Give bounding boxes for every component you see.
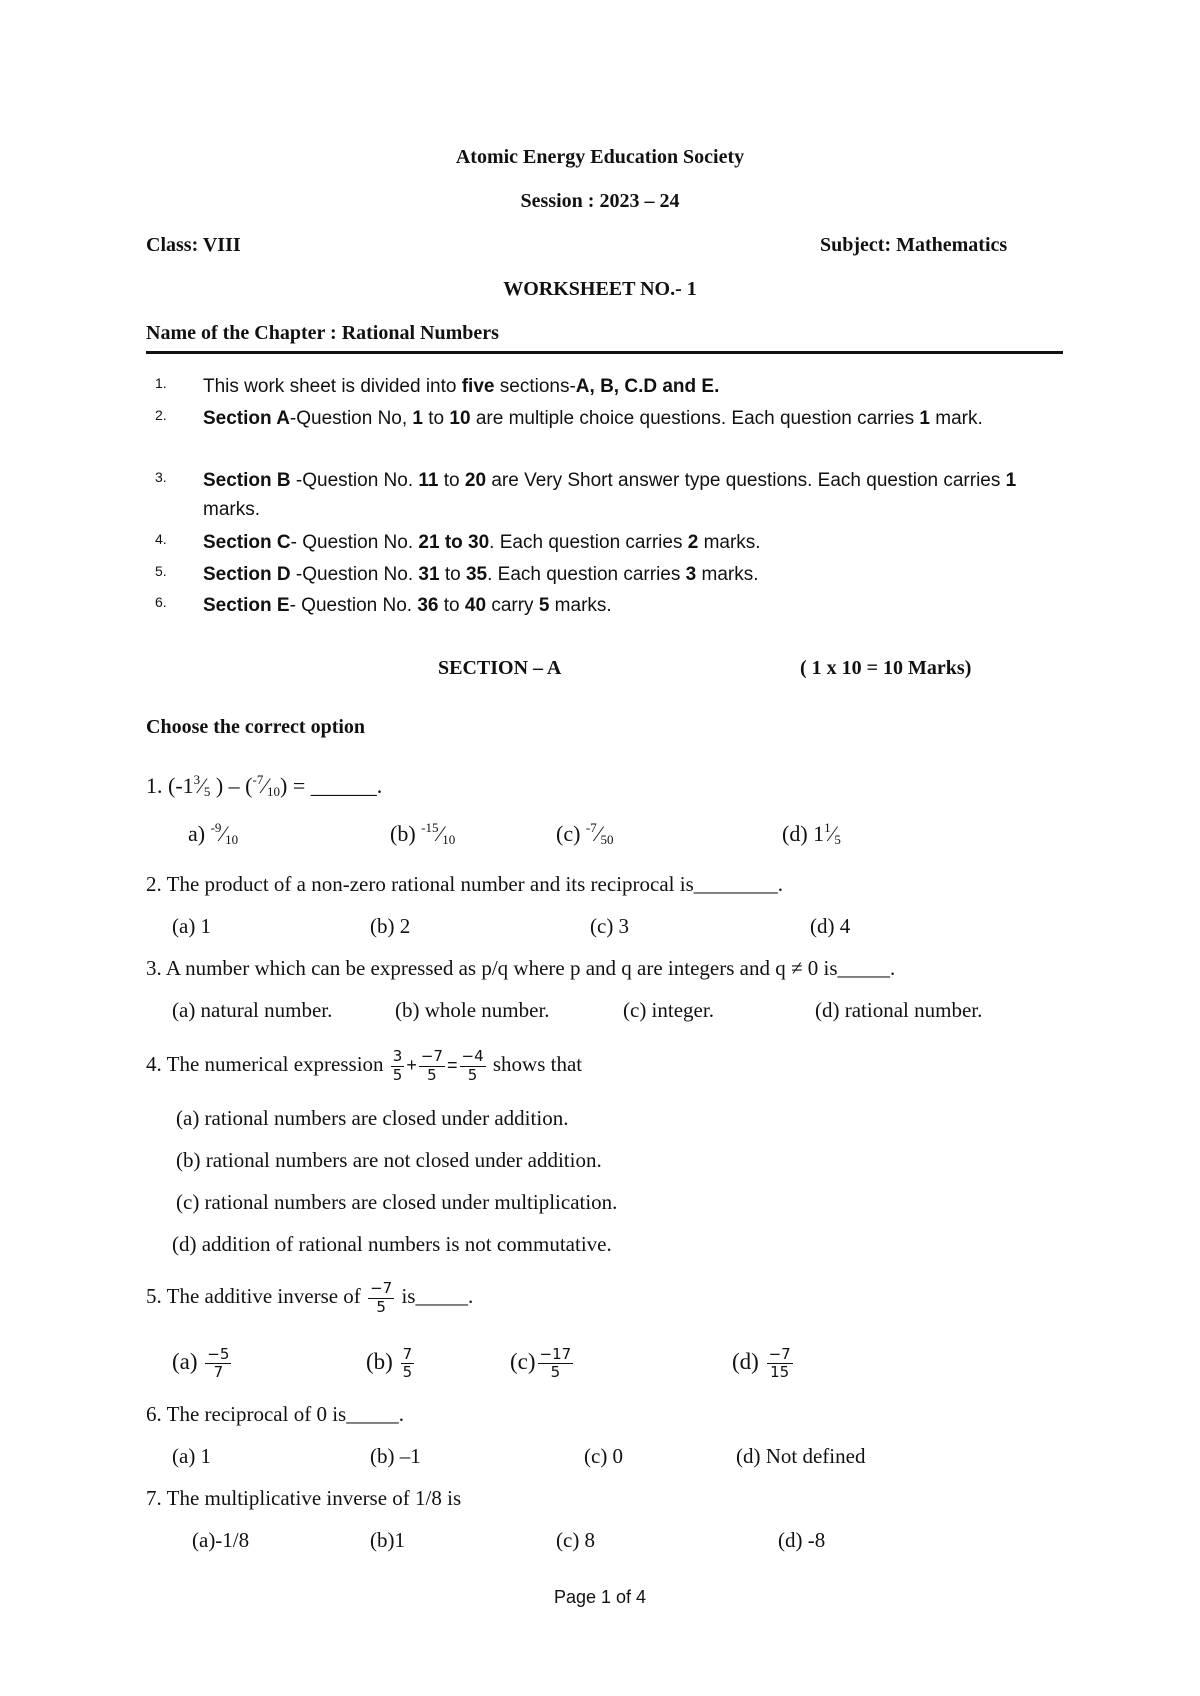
q1-f2-num: -7 <box>252 772 264 787</box>
option-den: 10 <box>225 832 239 847</box>
instruction-run: 3 <box>685 564 697 585</box>
instruction-run: Section B <box>203 470 291 491</box>
instruction-run: Section E <box>203 595 290 616</box>
instruction-run: to <box>439 564 466 585</box>
instruction-run: to <box>423 408 450 429</box>
q7-option-a: (a)-1/8 <box>192 1528 250 1552</box>
q3-option-a: (a) natural number. <box>172 998 333 1022</box>
option-num: 1 <box>824 820 831 835</box>
q1-f1-num: 3 <box>193 772 201 787</box>
q4-fraction-3 <box>460 1048 486 1084</box>
q4-lead: 4. The numerical expression <box>146 1052 384 1076</box>
option-fraction <box>401 1346 415 1382</box>
option-num: -7 <box>585 820 597 835</box>
instruction-run: - Question No. <box>289 595 418 616</box>
instruction-run: 35 <box>465 564 488 585</box>
instruction-run: to <box>438 595 465 616</box>
q4-fraction-2 <box>419 1048 445 1084</box>
instruction-item <box>145 591 1065 621</box>
q2-option-a: (a) 1 <box>172 914 212 938</box>
instruction-run: marks. <box>696 564 759 585</box>
q1-f1-den: 5 <box>203 784 211 799</box>
question-5 <box>146 1268 473 1324</box>
org-title: Atomic Energy Education Society <box>455 146 745 168</box>
q5-option-b <box>366 1334 416 1390</box>
question-4 <box>146 1036 582 1092</box>
instruction-item <box>145 404 1065 464</box>
fraction-numerator: −7 <box>370 1279 393 1298</box>
fraction-denominator: 5 <box>550 1363 561 1382</box>
instruction-run: 21 to 30 <box>418 532 490 553</box>
instruction-text <box>203 560 1043 589</box>
instruction-text <box>203 372 1043 401</box>
instruction-item <box>145 560 1065 590</box>
instruction-run: 10 <box>449 408 471 429</box>
instruction-run: 1 <box>1005 470 1017 491</box>
instruction-item <box>145 466 1065 526</box>
q1-mid: ) – ( <box>210 773 253 798</box>
question-7: 7. The multiplicative inverse of 1/8 is <box>146 1486 462 1510</box>
plus-sign: + <box>406 1055 417 1075</box>
instruction-run: . Each question carries <box>489 532 688 553</box>
instruction-item <box>145 372 1065 402</box>
q6-option-a: (a) 1 <box>172 1444 212 1468</box>
option-label: (d) <box>782 821 814 846</box>
instruction-number: 4. <box>155 531 167 547</box>
instruction-run: 40 <box>464 595 487 616</box>
instruction-run: Section D <box>203 564 291 585</box>
instruction-run: -Question No, <box>289 408 413 429</box>
worksheet-number: WORKSHEET NO.- 1 <box>503 278 697 300</box>
instruction-text <box>203 466 1043 524</box>
option-fraction <box>205 1346 231 1382</box>
q2-option-d: (d) 4 <box>810 914 851 938</box>
option-label: (d) <box>732 1349 759 1374</box>
header-divider <box>146 351 1063 354</box>
fraction-numerator: −7 <box>768 1344 791 1363</box>
option-whole: 1 <box>813 821 825 846</box>
class-label: Class: VIII <box>146 234 241 256</box>
q2-option-c: (c) 3 <box>590 914 630 938</box>
instruction-number: 6. <box>155 594 167 610</box>
instruction-text <box>203 404 1043 433</box>
q5-option-a <box>172 1334 233 1390</box>
q1-option-a: a) $^{-9}⁄_{10}$ <box>188 820 239 847</box>
section-title: SECTION – A <box>438 657 562 679</box>
instruction-run: to <box>438 470 465 491</box>
q1-lead: 1. (-1 <box>146 773 194 798</box>
option-den: 5 <box>834 832 841 847</box>
page-number: Page 1 of 4 <box>553 1587 647 1607</box>
q4-fraction-1 <box>391 1048 405 1084</box>
instruction-number: 2. <box>155 407 167 423</box>
question-3: 3. A number which can be expressed as p/q where p and q are integers and q ≠ 0 is_____. <box>146 956 896 980</box>
option-label: (c) <box>510 1349 536 1374</box>
q4-tail: shows that <box>492 1052 583 1076</box>
q3-option-b: (b) whole number. <box>395 998 550 1022</box>
option-den: 10 <box>442 832 456 847</box>
q4-option-d: (d) addition of rational numbers is not commutative. <box>172 1232 612 1256</box>
option-fraction <box>538 1346 574 1382</box>
q6-option-c: (c) 0 <box>584 1444 624 1468</box>
q6-option-d: (d) Not defined <box>736 1444 866 1468</box>
instruction-number: 5. <box>155 563 167 579</box>
equals-sign: = <box>446 1055 458 1075</box>
q3-option-d: (d) rational number. <box>815 998 983 1022</box>
option-den: 50 <box>600 832 614 847</box>
instruction-run: This work sheet is divided into <box>203 376 462 397</box>
instruction-run: sections- <box>494 376 576 397</box>
question-1: 1. ($-1^3⁄_5$ ) – $(^{-7}⁄_{10})$ = ______. <box>146 772 383 799</box>
q5-option-c <box>510 1334 575 1390</box>
option-label: (a) <box>172 1349 198 1374</box>
instruction-number: 3. <box>155 469 167 485</box>
instruction-run: marks. <box>549 595 612 616</box>
q7-option-b: (b)1 <box>370 1528 405 1552</box>
instruction-run: marks. <box>203 499 260 520</box>
instruction-run: 11 <box>418 470 439 491</box>
instruction-run: 1 <box>919 408 930 429</box>
instruction-run: are multiple choice questions. Each question carries <box>470 408 920 429</box>
q5-lead: 5. The additive inverse of <box>146 1284 361 1308</box>
instruction-run: A, B, C.D and E. <box>575 376 720 397</box>
fraction-numerator: −17 <box>539 1344 572 1363</box>
option-fraction <box>767 1346 793 1382</box>
option-label: (c) <box>556 821 586 846</box>
instruction-run: -Question No. <box>290 470 419 491</box>
subject-label: Subject: Mathematics <box>820 234 1008 256</box>
fraction-denominator: 5 <box>392 1065 403 1084</box>
fraction-numerator: −5 <box>207 1344 230 1363</box>
q1-f2-den: 10 <box>267 784 281 799</box>
instruction-run: 20 <box>464 470 487 491</box>
fraction-denominator: 15 <box>770 1363 790 1382</box>
instruction-text <box>203 591 1043 620</box>
instruction-run: -Question No. <box>290 564 419 585</box>
fraction-numerator: −7 <box>420 1047 443 1066</box>
q7-option-c: (c) 8 <box>556 1528 596 1552</box>
fraction-denominator: 5 <box>402 1363 413 1382</box>
instruction-item <box>145 528 1065 558</box>
question-2: 2. The product of a non-zero rational number and its reciprocal is________. <box>146 872 784 896</box>
instruction-run: 5 <box>538 595 550 616</box>
instruction-run: carry <box>486 595 539 616</box>
instruction-text <box>203 528 1043 557</box>
q1-option-b: (b) $^{-15}⁄_{10}$ <box>390 820 456 847</box>
q5-tail: is_____. <box>401 1284 474 1308</box>
instruction-run: 36 <box>417 595 439 616</box>
section-prompt: Choose the correct option <box>146 716 366 738</box>
instruction-run: Section C <box>203 532 291 553</box>
instruction-run: 1 <box>412 408 423 429</box>
fraction-numerator: −4 <box>461 1047 484 1066</box>
instruction-run: . Each question carries <box>487 564 686 585</box>
session-line: Session : 2023 – 24 <box>520 190 680 212</box>
instruction-run: marks. <box>698 532 761 553</box>
instruction-number: 1. <box>155 375 167 391</box>
instruction-run: 31 <box>418 564 440 585</box>
q4-option-b: (b) rational numbers are not closed under addition. <box>176 1148 602 1172</box>
question-6: 6. The reciprocal of 0 is_____. <box>146 1402 404 1426</box>
q2-option-b: (b) 2 <box>370 914 411 938</box>
q5-option-d <box>732 1334 795 1390</box>
instruction-run: Section A <box>203 408 290 429</box>
q3-option-c: (c) integer. <box>623 998 714 1022</box>
chapter-name: Name of the Chapter : Rational Numbers <box>146 322 499 344</box>
q1-option-c: (c) $^{-7}⁄_{50}$ <box>556 820 614 847</box>
instruction-run: are Very Short answer type questions. Each question carries <box>486 470 1006 491</box>
fraction-denominator: 5 <box>467 1065 478 1084</box>
instruction-run: - Question No. <box>290 532 419 553</box>
fraction-numerator: 3 <box>392 1047 403 1066</box>
fraction-denominator: 7 <box>213 1363 224 1382</box>
option-num: -9 <box>210 820 222 835</box>
instruction-run: five <box>461 376 495 397</box>
option-label: (b) <box>390 821 422 846</box>
instruction-run: 2 <box>687 532 699 553</box>
q4-option-c: (c) rational numbers are closed under multiplication. <box>176 1190 618 1214</box>
section-marks: ( 1 x 10 = 10 Marks) <box>800 657 972 679</box>
fraction-numerator: 7 <box>402 1344 413 1363</box>
option-label: (b) <box>366 1349 393 1374</box>
option-label: a) <box>188 821 211 846</box>
q1-option-d: (d) $1^1⁄_5$ <box>782 820 841 847</box>
option-num: -15 <box>421 820 439 835</box>
q6-option-b: (b) –1 <box>370 1444 421 1468</box>
q1-tail: ) = ______. <box>280 773 383 798</box>
fraction-denominator: 5 <box>427 1065 437 1084</box>
q5-fraction <box>368 1280 394 1316</box>
instruction-run: mark. <box>929 408 983 429</box>
fraction-denominator: 5 <box>376 1297 386 1316</box>
q7-option-d: (d) -8 <box>778 1528 826 1552</box>
q4-option-a: (a) rational numbers are closed under addition. <box>176 1106 569 1130</box>
